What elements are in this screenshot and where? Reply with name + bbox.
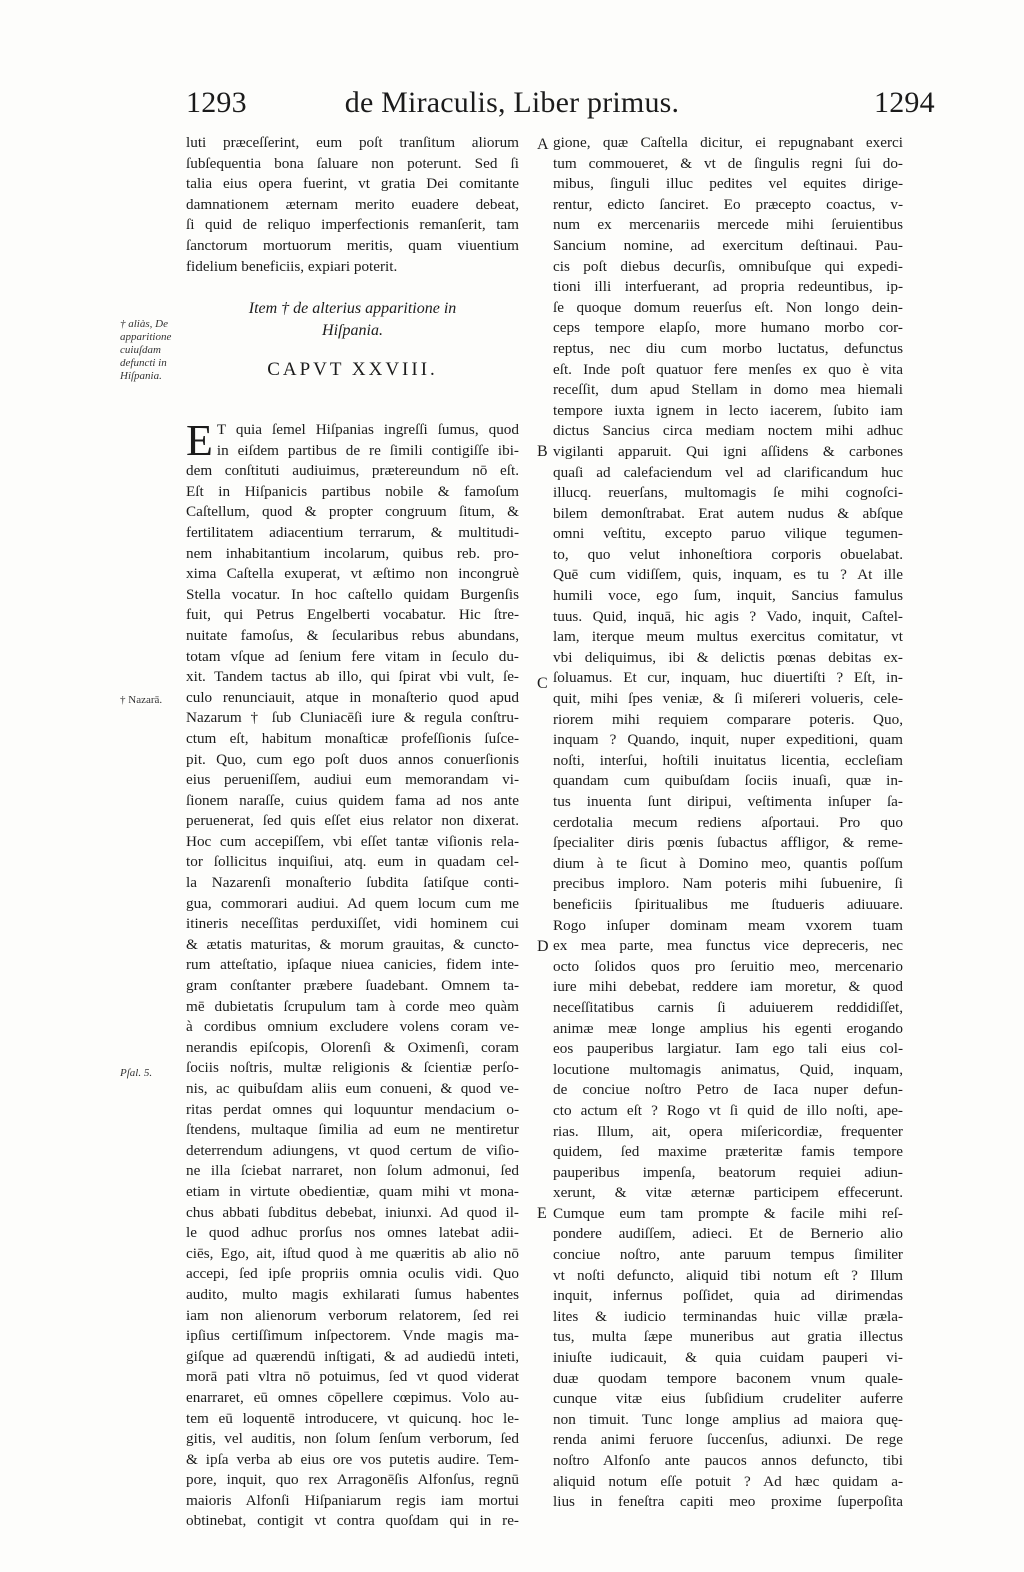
text-line: deterrendum adiungens, vt quod certum de viſio- xyxy=(186,1141,519,1159)
text-line: receſſit, dum apud Stellam in domo mea hiemali xyxy=(553,381,903,399)
text-line: quidem, ſed maxime præteritæ famis tempore xyxy=(553,1143,903,1161)
text-line: to, quo velut inhoneſtiora corporis obuelabat. xyxy=(553,545,903,563)
text-line: iure mihi debebat, reddere iam moretur, & quod xyxy=(553,978,903,996)
text-line: & ætatis maturitas, & morum grauitas, & cuncto- xyxy=(186,935,519,953)
text-line: cerdotalia mecum rediens aſportaui. Pro quo xyxy=(553,813,903,831)
subheading-line: Item † de alterius apparitione in xyxy=(248,300,457,317)
text-line: enarraret, eū omnes cōpellere cœpimus. Volo au- xyxy=(186,1388,519,1406)
text-line: xima Caſtella exuperat, vt æſtimo non incongruè xyxy=(186,565,519,583)
text-line: maioris Alfonſi Hiſpaniarum regis iam mortui xyxy=(186,1491,519,1509)
text-line: inquit, infernus poſſidet, quia ad dirimendas xyxy=(553,1287,903,1305)
left-column-body-text xyxy=(186,416,519,1532)
text-line: noſtro Alfonſo ante paucos annos defuncto, tibi xyxy=(553,1452,903,1469)
text-line: T quia ſemel Hiſpanias ingreſſi ſumus, quod xyxy=(216,421,519,438)
text-line: omni veſtitu, excepto paruo vilique tegumen- xyxy=(553,525,903,543)
text-line: pit. Quo, cum ego poſt duos annos conuerſionis xyxy=(186,750,519,768)
text-line: ſoluamus. Et cur, inquam, huc diuertiſti ? Eſt, in- xyxy=(553,669,903,687)
margin-letter-e: E xyxy=(537,1205,547,1222)
text-line: & ipſa verba ab eius ore vos putetis audire. Tem- xyxy=(186,1450,519,1468)
text-line: Rogo inſuper dominam meam vxorem tuam xyxy=(553,916,903,934)
text-line: luti præceſſerint, eum poſt tranſitum aliorum xyxy=(186,134,519,151)
page-number-right: 1294 xyxy=(874,86,935,119)
text-line: Sancium nomine, ad exercitum deſtinaui. Pau- xyxy=(553,236,903,254)
text-line: xit. Tandem tactus ab illo, qui ſpirat vbi vult, ſe- xyxy=(186,668,519,686)
drop-cap: E xyxy=(186,416,213,465)
text-line: ctum eſt, habitum monaſticæ profeſſionis ſuſce- xyxy=(186,729,519,747)
text-line: obtinebat, contigit vt contra quoſdam qui in re- xyxy=(186,1512,519,1530)
text-line: tor ſollicitus inquiſiui, atq. eum in quadam cel- xyxy=(186,853,519,871)
text-line: fidelium beneficiis, expiari poterit. xyxy=(186,257,398,275)
text-line: inquam ? Quando, inquit, nuper expeditioni, quam xyxy=(553,731,903,749)
page-number-left: 1293 xyxy=(186,86,247,119)
text-line: ex mea parte, mea functus vice depreceris, nec xyxy=(553,937,903,955)
text-line: eius perueniſſem, audiui eum memorandam vi- xyxy=(186,771,519,789)
text-line: ciēs, Ego, ait, iſtud quod à me quæritis ab alio nō xyxy=(186,1244,519,1262)
text-line: le quod adhuc prorſus nos omnes latebat adii- xyxy=(186,1224,519,1242)
text-line: rias. Illum, ait, opera miſericordiæ, frequenter xyxy=(553,1122,903,1140)
margin-letter-b: B xyxy=(537,443,548,460)
text-line: neceſſitatibus carnis ſi aduiuerem reddidiſſet, xyxy=(553,998,903,1016)
text-line: conciue noſtro, ante paruum tempus ſimiliter xyxy=(553,1246,903,1264)
text-line: quandam cum quibuſdam ſociis inuaſi, quæ in- xyxy=(553,772,903,790)
text-line: vbi deliquimus, ibi & delictis pœnas debitas ex- xyxy=(553,648,903,666)
text-line: ſpecialiter diris pœnis ſubactus affligor, & reme- xyxy=(553,834,903,852)
text-line: nis, ac quibuſdam aliis eum conueni, & quod ve- xyxy=(186,1080,519,1097)
text-line: ſubſequentia bona ſaluare non poterunt. Sed ſi xyxy=(186,154,519,172)
text-line: lites & iudicio terminandas huic villæ præla- xyxy=(553,1307,903,1325)
text-line: octo ſolidos quos pro ſeruitio meo, mercenario xyxy=(553,957,903,975)
text-line: eſt. Inde poſt quatuor fere menſes ex quo è vita xyxy=(553,360,903,378)
text-line: ſe quoque domum reuerſus eſt. Non longo dein- xyxy=(553,298,903,316)
text-line: ritas perdat omnes qui loquuntur mendacium o- xyxy=(186,1100,519,1118)
text-line: gua, commorari audiui. Ad quem locum cum me xyxy=(186,894,519,912)
text-line: ſociis noſtris, multæ religionis & ſcientiæ perſo- xyxy=(186,1059,519,1077)
text-line: Hoc cum accepiſſem, vbi eſſet tantæ viſionis rela- xyxy=(186,832,519,850)
text-line: tem eū loquentē introducere, vt quicunq. hoc le- xyxy=(186,1409,519,1427)
margin-letter-a: A xyxy=(537,136,549,153)
margin-letter-c: C xyxy=(537,675,548,692)
text-line: bilem demonſtrabat. Erat autem nudus & abſque xyxy=(553,504,903,522)
text-line: non timuit. Tunc longe amplius ad maiora quę- xyxy=(553,1410,903,1428)
text-line: itineris neceſſitas perduxiſſet, vidi hominem cui xyxy=(186,915,519,933)
text-line: Eſt in Hiſpanicis partibus nobile & famoſum xyxy=(186,482,519,500)
text-line: nuitate famoſus, & ſecularibus rebus abundans, xyxy=(186,626,519,644)
text-line: duæ quodam tempore baconem vnum quale- xyxy=(553,1369,903,1387)
chapter-heading: CAPVT XXVIII. xyxy=(267,359,438,380)
text-line: humili voce, ego ſum, inquit, Sancius famulus xyxy=(553,587,903,605)
text-line: Cumque eum tam prompte & facile mihi reſ- xyxy=(553,1204,903,1222)
text-line: animæ meæ longe amplius his egenti erogando xyxy=(553,1019,903,1037)
text-line: ſionem naraſſe, cuius quidem fama ad nos ante xyxy=(186,791,519,809)
side-note: † aliàs, De apparitione cuiuſdam defuncti in Hiſpania. xyxy=(120,318,172,382)
running-title: de Miraculis, Liber primus. xyxy=(344,86,680,119)
text-line: accepi, ſed ipſe propriis omnia oculis vidi. Quo xyxy=(186,1265,519,1283)
text-line: vt noſti defuncto, aliquid tibi notum eſt ? Illum xyxy=(553,1266,903,1284)
text-line: ſtendens, multaque ſimilia ad eum ne mentiretur xyxy=(186,1121,519,1139)
text-line: chus abbati ſubditus debebat, iniunxi. Ad quod il- xyxy=(186,1203,519,1221)
side-note: Pſal. 5. xyxy=(120,1067,153,1079)
chapter-subheading xyxy=(186,298,519,342)
text-line: talia eius opera fuerint, vt gratia Dei comitante xyxy=(186,175,519,193)
text-line: quit, mihi ſpes veniæ, & ſi miſereri volueris, cele- xyxy=(553,690,903,708)
text-line: tus, multa ſæpe muneribus aut gratia illectus xyxy=(553,1328,903,1346)
text-line: eos pauperibus largiatur. Iam ego tali eius col- xyxy=(553,1040,903,1058)
text-line: gione, quæ Caſtella dicitur, ei repugnabant exerci xyxy=(553,134,903,151)
text-line: mē dubietatis ſcrupulum tam à corde meo quàm xyxy=(186,997,519,1015)
text-line: morā pati vltra nō potuimus, ſed vt quod viderat xyxy=(186,1368,519,1386)
text-line: quaſi ad calefaciendum vel ad clarificandum huc xyxy=(553,463,903,481)
text-line: pauperibus impenſa, beatorum requiei adiun- xyxy=(553,1163,903,1181)
text-line: cto actum eſt ? Rogo vt ſi quid de illo noſti, ape- xyxy=(553,1101,903,1119)
text-line: beneficiis ſpiritualibus me ſtudueris adiuuare. xyxy=(553,895,903,913)
text-line: totam vſque ad ſenium fere vitam in ſeculo du- xyxy=(186,647,519,665)
side-note: † Nazarā. xyxy=(120,694,163,706)
text-line: nem inhabitantium incolarum, quibus reb. pro- xyxy=(186,544,519,562)
text-line: fuit, qui Petrus Engelberti vocabatur. Hic ſtre- xyxy=(186,606,519,624)
text-line: fertilitatem adiacentium terrarum, & multitudi- xyxy=(186,523,519,541)
text-line: de conciue noſtro Petro de Iaca nuper defun- xyxy=(553,1081,903,1099)
text-line: num ex mercenariis mercede mihi ſeruientibus xyxy=(553,216,903,234)
text-line: dem conſtituti audiuimus, prætereundum nō eſt. xyxy=(186,462,519,480)
text-line: pore, inquit, quo rex Arragonēſis Alfonſus, regnū xyxy=(186,1471,519,1489)
text-line: audito, multo magis exhilarati ſumus habentes xyxy=(186,1285,519,1303)
text-line: nerandis epiſcopis, Olorenſi & Oximenſi, coram xyxy=(186,1038,519,1056)
text-line: in eiſdem partibus de re ſimili contigiſſe ibi- xyxy=(216,441,519,459)
text-line: precibus imploro. Nam poteris mihi ſubuenire, ſi xyxy=(553,875,903,893)
text-line: tus inuenta ſunt diripui, veſtimenta inſuper ſa- xyxy=(553,793,903,810)
text-line: Nazarum † ſub Cluniacēſi iure & regula conſtru- xyxy=(186,709,519,727)
text-line: aliquid notum eſſe potuit ? Ad hæc quidam a- xyxy=(553,1472,903,1490)
text-line: ne illa ſciebat narraret, non ſolum admonui, ſed xyxy=(186,1162,519,1180)
text-line: reptus, nec diu cum morbo luctatus, defunctus xyxy=(553,339,903,357)
text-line: riorem mihi requiem comparare poteris. Quo, xyxy=(553,710,903,728)
text-line: cunque vitæ eius ſubſidium crudeliter auferre xyxy=(553,1390,903,1408)
text-line: gitis, vel auditis, non ſolum ſenſum verborum, ſed xyxy=(186,1430,519,1448)
text-line: damnationem æternam merito euadere debeat, xyxy=(186,195,519,213)
text-line: illucq. reuerſans, multomagis ſe mihi cognoſci- xyxy=(553,484,903,502)
text-line: Stella vocatur. In hoc caſtello quidam Burgenſis xyxy=(186,585,519,603)
text-line: rentur, edicto ſanciret. Eo præcepto coactus, v- xyxy=(553,195,903,213)
text-line: cis poſt diebus decurſis, omnibuſque qui expedi- xyxy=(553,257,903,275)
text-line: lius in feneſtra capiti meo proxime ſuperpoſita xyxy=(553,1493,903,1511)
text-line: ſi quid de reliquo imperfectionis remanſerit, tam xyxy=(186,216,519,234)
text-line: xerunt, & vitæ æternæ participem effecerunt. xyxy=(553,1184,903,1202)
text-line: rum atteſtatio, ipſaque niuea canicies, fidem inte- xyxy=(186,956,519,974)
text-line: Quē cum vidiſſem, quis, inquam, es tu ? At ille xyxy=(553,566,903,584)
left-column-top-text xyxy=(186,133,519,277)
text-line: à cordibus omnium excludere volens coram ve- xyxy=(186,1018,519,1036)
text-line: dictus Sancius circa mediam noctem mihi adhuc xyxy=(553,422,903,440)
margin-letter-d: D xyxy=(537,938,549,955)
text-line: tioni illi interfuerant, ad propria redeuntibus, ip- xyxy=(553,278,903,296)
text-line: culo renunciauit, atque in monaſterio quod apud xyxy=(186,688,519,706)
text-line: Caſtellum, quod & propter congruum ſitum, & xyxy=(186,503,519,521)
text-line: lam, iterque meum multus exercitus comitatur, vt xyxy=(553,628,903,646)
text-line: la Nazarenſi monaſterio ſubdita ſatiſque conti- xyxy=(186,874,519,892)
text-line: dium à te ſicut à Domino meo, quantis poſſum xyxy=(553,854,903,872)
text-line: locutione multomagis animatus, Quid, inquam, xyxy=(553,1060,903,1078)
text-line: ſanctorum mortuorum meritis, quam viuentium xyxy=(186,236,519,254)
text-line: ipſius certiſſimum inſpectorem. Vnde magis ma- xyxy=(186,1327,519,1345)
text-line: etiam in virtute obedientiæ, quam mihi vt mona- xyxy=(186,1182,519,1200)
subheading-line: Hiſpania. xyxy=(322,322,383,339)
text-line: peruenerat, ſed quis eſſet eius relator non dixerat. xyxy=(186,812,519,830)
text-line: renda animi feruore ſuccenſus, adiunxi. De rege xyxy=(553,1431,903,1449)
text-line: giſque ad quærendū inſtigati, & ad audiedū inteti, xyxy=(186,1347,519,1365)
text-line: mibus, ſinguli illuc pedites vel equites dirige- xyxy=(553,175,903,193)
text-line: gram conſtanter præbere ſuadebant. Omnem ta- xyxy=(186,977,519,995)
text-line: ceps tempore elapſo, more humano morbo cor- xyxy=(553,319,903,337)
right-column-text xyxy=(553,133,903,1513)
text-line: vigilanti apparuit. Qui igni aſſidens & carbones xyxy=(553,442,903,460)
text-line: tum commoueret, & vt de ſingulis regni ſui do- xyxy=(553,154,903,172)
text-line: pondere audiſſem, adieci. Et de Bernerio alio xyxy=(553,1225,903,1243)
text-line: iam non alienorum verborum relatorem, ſed rei xyxy=(186,1306,519,1324)
text-line: iniuſte iudicauit, & quia cuidam pauperi vi- xyxy=(553,1349,903,1367)
text-line: noſti, interſui, hoſtili inuitatus licentia, eccleſiam xyxy=(553,751,903,769)
text-line: tempore iuxta ignem in lecto iacerem, ſubito iam xyxy=(553,401,903,419)
text-line: tuus. Quid, inquā, hic agis ? Vado, inquit, Caſtel- xyxy=(553,607,903,625)
